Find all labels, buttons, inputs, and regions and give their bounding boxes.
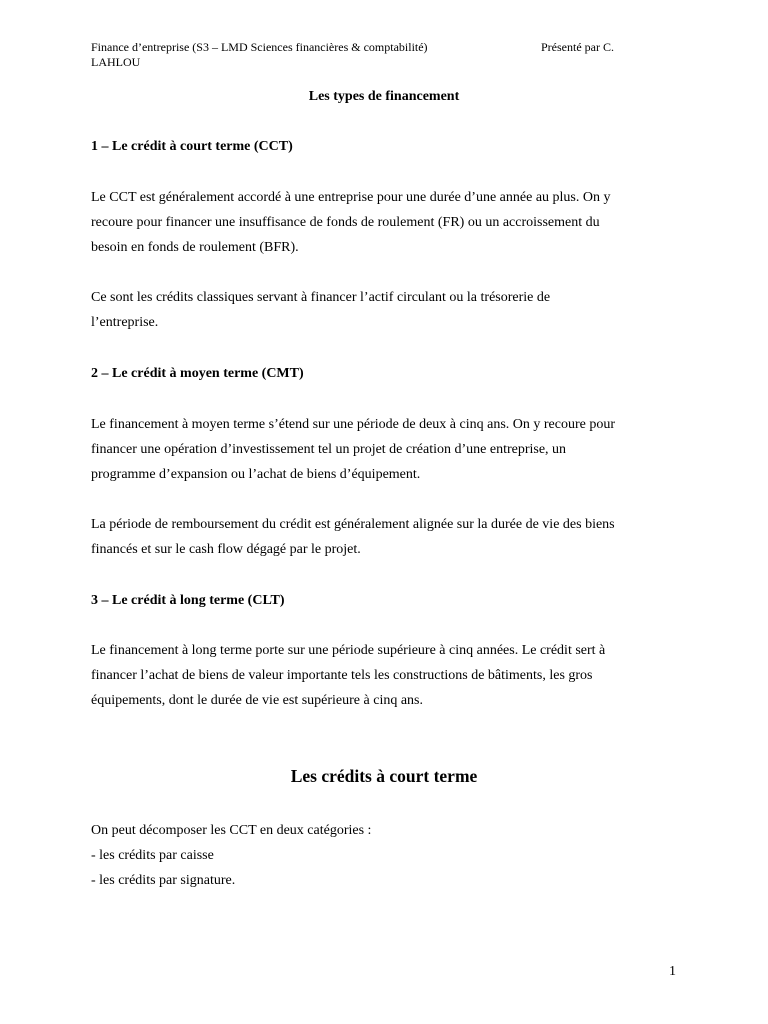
paragraph [91,185,681,260]
paragraph-line: l’entreprise. [91,315,159,330]
paragraph-line: La période de remboursement du crédit est généralement alignée sur la durée de vie des biens [91,517,615,532]
paragraph [91,638,681,713]
paragraph-line: On peut décomposer les CCT en deux catégories : [91,823,372,838]
paragraph [91,512,681,562]
paragraph-line: recoure pour financer une insuffisance de fonds de roulement (FR) ou un accroissement du [91,215,600,230]
paragraph-line: besoin en fonds de roulement (BFR). [91,240,299,255]
paragraph [91,285,681,335]
paragraph-line: Le CCT est généralement accordé à une entreprise pour une durée d’une année au plus. On y [91,190,611,205]
paragraph [91,818,681,893]
header-course-info: Finance d’entreprise (S3 – LMD Sciences financières & comptabilité) [91,40,428,54]
list-item: - les crédits par caisse [91,848,214,863]
header-presenter: Présenté par C. [541,40,614,54]
section-heading-cmt: 2 – Le crédit à moyen terme (CMT) [91,366,304,381]
paragraph-line: programme d’expansion ou l’achat de biens d’équipement. [91,467,421,482]
list-item: - les crédits par signature. [91,873,236,888]
paragraph-line: Ce sont les crédits classiques servant à financer l’actif circulant ou la trésorerie de [91,290,551,305]
paragraph-line: Le financement à long terme porte sur une période supérieure à cinq années. Le crédit sert à [91,643,606,658]
section-title-short-term-credits: Les crédits à court terme [290,766,478,786]
paragraph-line: Le financement à moyen terme s’étend sur une période de deux à cinq ans. On y recoure pour [91,417,616,432]
paragraph-line: financer l’achat de biens de valeur importante tels les constructions de bâtiments, les gros [91,668,593,683]
section-heading-clt: 3 – Le crédit à long terme (CLT) [91,593,285,608]
header-presenter-continuation: LAHLOU [91,55,141,69]
paragraph-line: équipements, dont le durée de vie est supérieure à cinq ans. [91,693,423,708]
paragraph-line: financer une opération d’investissement tel un projet de création d’une entreprise, un [91,442,567,457]
document-title: Les types de financement [308,89,460,104]
paragraph-line: financés et sur le cash flow dégagé par le projet. [91,542,361,557]
paragraph [91,412,681,487]
section-heading-cct: 1 – Le crédit à court terme (CCT) [91,139,293,154]
page-number: 1 [669,964,676,979]
